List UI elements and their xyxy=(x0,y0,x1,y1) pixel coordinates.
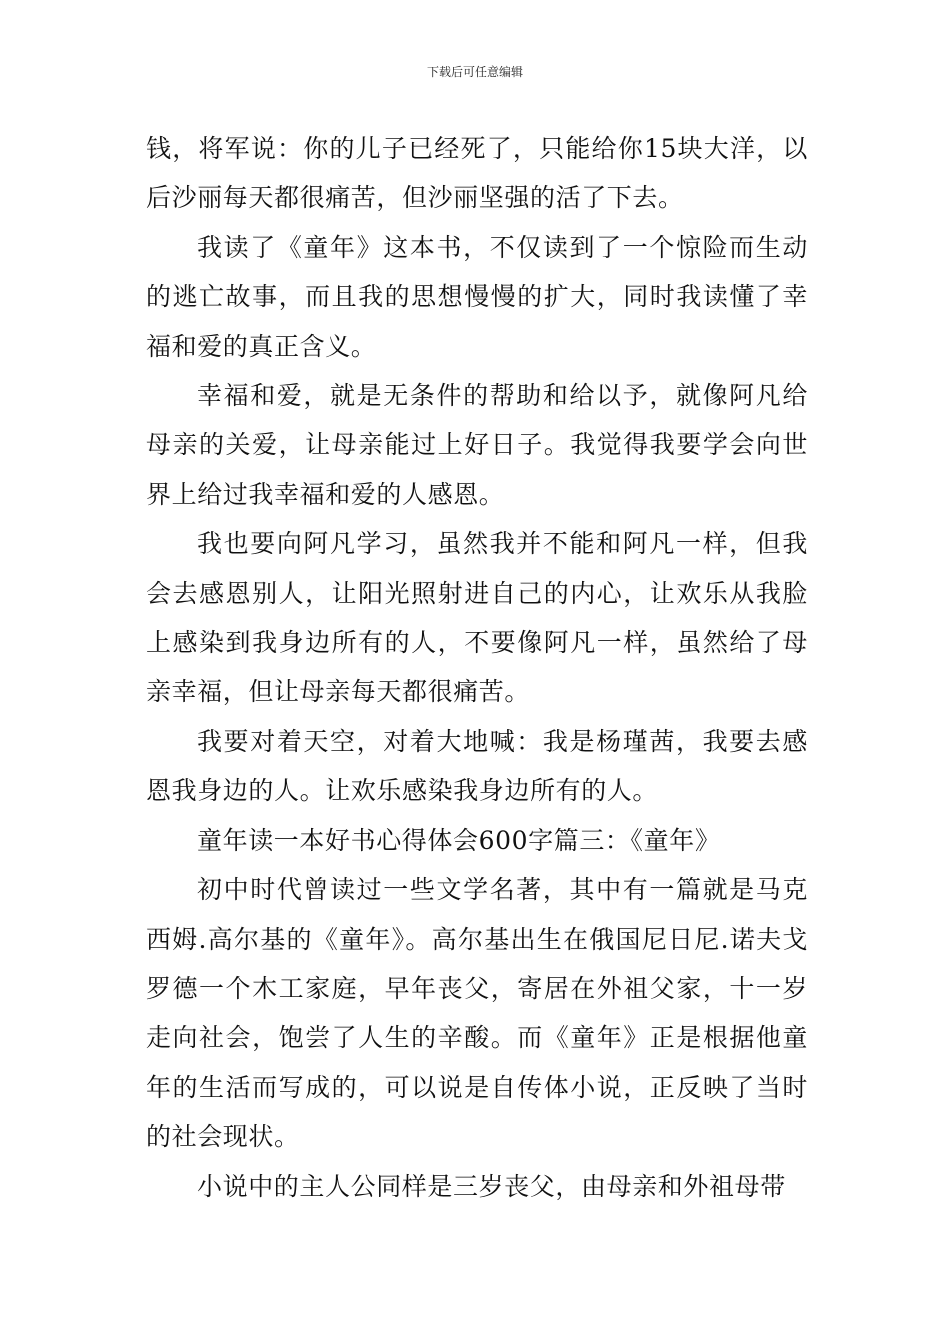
paragraph: 幸福和爱，就是无条件的帮助和给以予，就像阿凡给母亲的关爱，让母亲能过上好日子。我觉得我要学会向世界上给过我幸福和爱的人感恩。 xyxy=(146,381,808,509)
paragraph: 我也要向阿凡学习，虽然我并不能和阿凡一样，但我会去感恩别人，让阳光照射进自己的内心，让欢乐从我脸上感染到我身边所有的人，不要像阿凡一样，虽然给了母亲幸福，但让母亲每天都很痛苦。 xyxy=(146,529,808,707)
paragraph: 我读了《童年》这本书，不仅读到了一个惊险而生动的逃亡故事，而且我的思想慢慢的扩大，同时我读懂了幸福和爱的真正含义。 xyxy=(146,232,808,361)
page-header: 下载后可任意编辑 xyxy=(426,65,523,79)
section-heading: 童年读一本好书心得体会600字篇三：《童年》 xyxy=(197,825,721,855)
paragraph: 初中时代曾读过一些文学名著，其中有一篇就是马克西姆.高尔基的《童年》。高尔基出生在俄国尼日尼.诺夫戈罗德一个木工家庭，早年丧父，寄居在外祖父家，十一岁走向社会，饱尝了人生的辛酸。而《童年》正是根据他童年的生活而写成的，可以说是自传体小说，正反映了当时的社会现状。 xyxy=(146,875,808,1152)
paragraph: 小说中的主人公同样是三岁丧父，由母亲和外祖母带 xyxy=(197,1171,786,1201)
paragraph: 我要对着天空，对着大地喊：我是杨瑾茜，我要去感恩我身边的人。让欢乐感染我身边所有的人。 xyxy=(146,726,808,806)
document-body xyxy=(146,124,808,1211)
paragraph: 钱，将军说：你的儿子已经死了，只能给你15块大洋，以后沙丽每天都很痛苦，但沙丽坚强的活了下去。 xyxy=(146,134,808,213)
